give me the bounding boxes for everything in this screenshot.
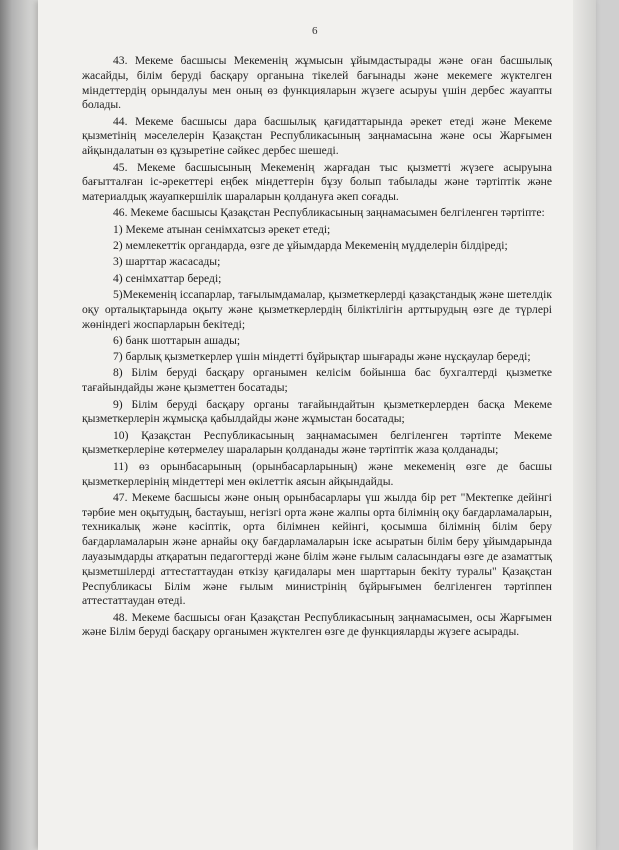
paragraph-44: 44. Мекеме басшысы дара басшылық қағидаттарында әрекет етеді және Мекеме қызметінің мәселелерін Қазақстан Республикасының заңнамасына және осы Жарғымен айқындалатын өз құзыретіне сәйкес дербес шешеді. (82, 114, 552, 158)
list-item: 9) Білім беруді басқару органы тағайындайтын қызметкерлерден басқа Мекеме қызметкерлерін жұмысқа қабылдайды және жұмыстан босатады; (82, 397, 552, 426)
list-item: 10) Қазақстан Республикасының заңнамасымен белгіленген тәртіпте Мекеме қызметкерлеріне көтермелеу шараларын қолданады және тәртіптік жаза қолданады; (82, 428, 552, 457)
list-item: 6) банк шоттарын ашады; (113, 333, 241, 347)
list-item: 7) барлық қызметкерлер үшін міндетті бұйрықтар шығарады және нұсқаулар береді; (113, 350, 531, 364)
list-item: 5)Мекеменің іссапарлар, тағылымдамалар, қызметкерлерді қазақстандық және шетелдік оқу орталықтарында оқыту және қызметкерлердің біліктілігін арттырудың өзге де түрлері жөніндегі жоспарларын бекітеді; (82, 287, 552, 331)
list-item: 8) Білім беруді басқару органымен келісім бойынша бас бухгалтерді қызметке тағайындайды және қызметтен босатады; (82, 366, 552, 395)
list-item: 11) өз орынбасарының (орынбасарларының) және мекеменің өзге де басшы қызметкерлерінің міндеттері мен өкілеттік аясын айқындайды. (82, 459, 552, 488)
paragraph-43: 43. Мекеме басшысы Мекеменің жұмысын ұйымдастырады және оған басшылық жасайды, білім беруді басқару органына тікелей бағынады және мекемеге жүктелген міндеттердің орындалуы мен оның өз функцияларын жүзеге асыруы үшін дербес жауапты болады. (82, 54, 552, 112)
list-item: 2) мемлекеттік органдарда, өзге де ұйымдарда Мекеменің мүдделерін білдіреді; (113, 239, 508, 253)
paragraph-47: 47. Мекеме басшысы және оның орынбасарлары үш жылда бір рет "Мектепке дейінгі тәрбие мен оқытудың, бастауыш, негізгі орта және жалпы орта білімнің оқу бағдарламаларын, техникалық және кәсіптік, орта білімнен кейінгі, қосымша білімнің білім беру бағдарламаларын және арнайы оқу бағдарламаларын іске асыратын білім беру ұйымдарында лауазымдарды атқаратын педагогтерді және білім және ғылым саласындағы өзге де азаматтық қызметшілерді аттестаттаудан өткізу қағидалары мен шарттарын бекіту туралы" Қазақстан Республикасы Білім және ғылым министрінің бұйрығымен белгіленген тәртіппен аттестаттаудан өтеді. (82, 490, 552, 608)
list-item: 4) сенімхаттар береді; (113, 271, 222, 285)
document-body (82, 54, 552, 642)
book-gutter-shadow (0, 0, 40, 850)
list-item: 3) шарттар жасасады; (113, 255, 221, 269)
paragraph-45: 45. Мекеме басшысының Мекеменің жарғадан тыс қызметті жүзеге асыруына бағытталған іс-әрекеттері еңбек міндеттерін бұзу болып табылады және тәртіптік және материалдық жауапкершілік шараларын қолдануға әкеп соғады. (82, 160, 552, 204)
paragraph-48: 48. Мекеме басшысы оған Қазақстан Республикасының заңнамасымен, осы Жарғымен және Білім беруді басқару органымен жүктелген өзге де функцияларды жүзеге асырады. (82, 610, 552, 639)
list-item: 1) Мекеме атынан сенімхатсыз әрекет етеді; (113, 222, 331, 236)
page-number: 6 (312, 25, 318, 37)
paragraph-46: 46. Мекеме басшысы Қазақстан Республикасының заңнамасымен белгіленген тәртіпте: (113, 206, 545, 220)
page-edge (573, 0, 596, 850)
